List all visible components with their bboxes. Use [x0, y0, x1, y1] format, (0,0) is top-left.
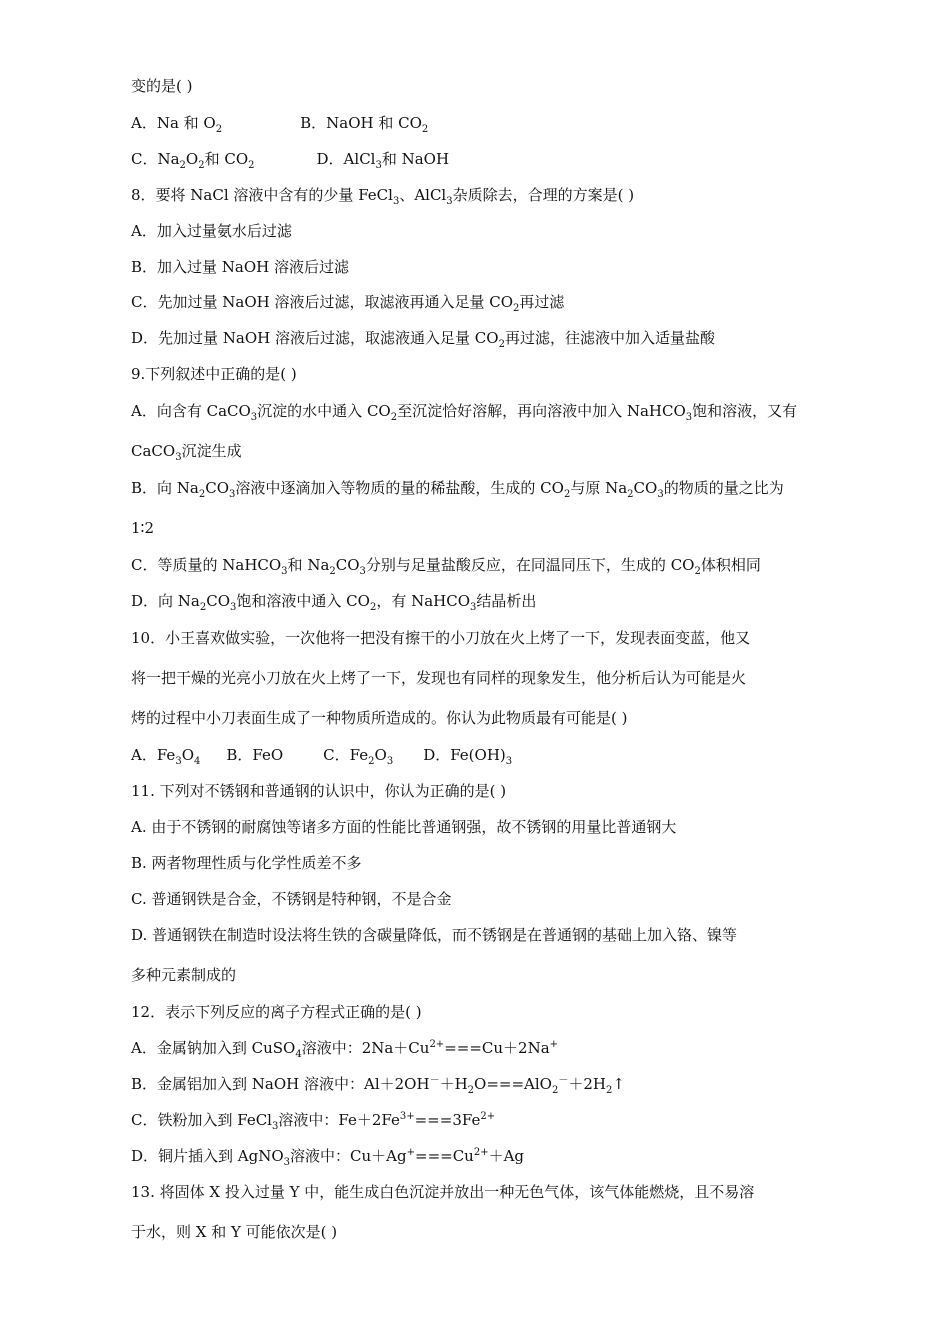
text-line: 烤的过程中小刀表面生成了一种物质所造成的。你认为此物质最有可能是( ) — [131, 709, 628, 727]
text-segment: D．向 Na — [131, 592, 200, 610]
subscript: 3 — [175, 452, 182, 463]
text-segment: 饱和溶液，又有 — [692, 402, 798, 420]
text-segment: 体积相同 — [700, 556, 761, 574]
text-line: B. 两者物理性质与化学性质差不多 — [131, 854, 362, 872]
text-segment: C．Na — [131, 150, 180, 168]
text-line — [131, 1038, 558, 1058]
text-segment: ，有 NaHCO — [376, 592, 471, 610]
text-line — [131, 745, 512, 765]
text-line: 13. 将固体 X 投入过量 Y 中，能生成白色沉淀并放出一种无色气体，该气体能燃烧，且不易溶 — [131, 1183, 755, 1201]
subscript: 2 — [513, 303, 520, 314]
text-segment: C．先加过量 NaOH 溶液后过滤，取滤液再通入足量 CO — [131, 293, 514, 311]
text-segment: D．AlCl — [316, 150, 376, 168]
superscript: 2+ — [473, 1147, 489, 1158]
text-line — [131, 149, 449, 169]
text-line: 多种元素制成的 — [131, 966, 237, 984]
subscript: 3 — [281, 566, 288, 577]
text-segment: ===Cu＋2Na — [444, 1039, 550, 1057]
text-segment: O===AlO — [474, 1075, 552, 1093]
text-line — [131, 401, 797, 421]
text-segment: 沉淀生成 — [181, 442, 242, 460]
subscript: 3 — [470, 602, 477, 613]
superscript: + — [549, 1039, 559, 1050]
text-line: 于水，则 X 和 Y 可能依次是( ) — [131, 1223, 338, 1241]
text-line — [131, 113, 428, 133]
text-segment: D．铜片插入到 AgNO — [131, 1147, 284, 1165]
subscript: 3 — [386, 756, 394, 767]
text-segment: 沉淀的水中通入 CO — [257, 402, 391, 420]
text-segment: B．金属铝加入到 NaOH 溶液中：Al＋2OH — [131, 1075, 430, 1093]
text-segment: CaCO — [131, 442, 176, 460]
text-segment: C．铁粉加入到 FeCl — [131, 1111, 272, 1129]
text-segment: B．NaOH 和 CO — [300, 114, 422, 132]
superscript: － — [429, 1075, 440, 1086]
text-line: 9.下列叙述中正确的是( ) — [131, 365, 297, 383]
text-segment: O — [181, 746, 194, 764]
subscript: 2 — [498, 339, 505, 350]
text-segment: CO — [205, 479, 230, 497]
text-line — [131, 292, 564, 312]
subscript: 3 — [392, 196, 400, 207]
text-line: A．加入过量氨水后过滤 — [131, 222, 292, 240]
text-segment: 溶液中：Fe＋2Fe — [278, 1111, 400, 1129]
text-line — [131, 185, 634, 205]
text-line: 10．小王喜欢做实验，一次他将一把没有擦干的小刀放在火上烤了一下，发现表面变蓝，他又 — [131, 629, 751, 647]
text-line: 将一把干燥的光亮小刀放在火上烤了一下，发现也有同样的现象发生，他分析后认为可能是火 — [131, 669, 747, 687]
subscript: 2 — [627, 489, 634, 500]
text-line: A. 由于不锈钢的耐腐蚀等诸多方面的性能比普通钢强，故不锈钢的用量比普通钢大 — [131, 818, 677, 836]
text-segment: 杂质除去，合理的方案是( ) — [452, 186, 635, 204]
subscript: 3 — [375, 160, 382, 171]
text-segment: 溶液中：Cu＋Ag — [290, 1147, 407, 1165]
subscript: 2 — [551, 1085, 559, 1096]
text-segment: O — [185, 150, 199, 168]
superscript: － — [558, 1075, 569, 1086]
text-segment: 饱和溶液中通入 CO — [236, 592, 370, 610]
text-segment: 8．要将 NaCl 溶液中含有的少量 FeCl — [131, 186, 393, 204]
text-segment: 和 Na — [287, 556, 330, 574]
text-line — [131, 555, 761, 575]
text-segment: ＋Ag — [488, 1147, 525, 1165]
subscript: 2 — [248, 160, 255, 171]
text-segment: CO — [206, 592, 231, 610]
text-segment: 溶液中：2Na＋Cu — [301, 1039, 430, 1057]
text-line — [131, 591, 536, 611]
subscript: 2 — [467, 1085, 475, 1096]
subscript: 2 — [369, 602, 377, 613]
text-segment: CO — [335, 556, 360, 574]
superscript: 3+ — [399, 1111, 415, 1122]
superscript: 2+ — [480, 1111, 496, 1122]
subscript: 4 — [194, 756, 201, 767]
text-line: D. 普通钢铁在制造时设法将生铁的含碳量降低，而不锈钢是在普通钢的基础上加入铬、镍等 — [131, 926, 738, 944]
text-segment: ＋2H — [568, 1075, 606, 1093]
text-line: 12．表示下列反应的离子方程式正确的是( ) — [131, 1003, 422, 1021]
subscript: 3 — [283, 1157, 291, 1168]
text-segment: ===3Fe — [414, 1111, 481, 1129]
text-line: 11. 下列对不锈钢和普通钢的认识中，你认为正确的是( ) — [131, 782, 507, 800]
text-segment: 与原 Na — [570, 479, 628, 497]
subscript: 3 — [359, 566, 366, 577]
subscript: 3 — [272, 1121, 279, 1132]
subscript: 4 — [295, 1049, 302, 1060]
subscript: 2 — [421, 124, 429, 135]
subscript: 3 — [175, 756, 182, 767]
superscript: 2+ — [429, 1039, 445, 1050]
text-segment: ===Cu — [415, 1147, 474, 1165]
text-line — [131, 441, 242, 461]
subscript: 3 — [250, 412, 258, 423]
text-line — [131, 478, 784, 498]
subscript: 2 — [199, 602, 207, 613]
text-segment: 和 CO — [204, 150, 249, 168]
text-line — [131, 1110, 495, 1130]
text-line: C. 普通钢铁是合金，不锈钢是特种钢，不是合金 — [131, 890, 452, 908]
subscript: 3 — [446, 196, 453, 207]
text-segment: ↑ — [612, 1075, 625, 1093]
text-segment: O — [374, 746, 387, 764]
subscript: 2 — [563, 489, 571, 500]
subscript: 2 — [179, 160, 186, 171]
text-line: 变的是( ) — [131, 77, 193, 95]
text-segment: D．Fe(OH) — [423, 746, 506, 764]
text-segment: 和 NaOH — [381, 150, 450, 168]
subscript: 3 — [230, 602, 237, 613]
subscript: 2 — [329, 566, 336, 577]
text-segment: 溶液中逐滴加入等物质的量的稀盐酸，生成的 CO — [235, 479, 564, 497]
text-segment: 的物质的量之比为 — [663, 479, 784, 497]
text-segment: A．Fe — [131, 746, 176, 764]
text-segment: D．先加过量 NaOH 溶液后过滤，取滤液通入足量 CO — [131, 329, 499, 347]
superscript: + — [406, 1147, 415, 1158]
text-line — [131, 1074, 625, 1094]
text-segment: C．Fe — [323, 746, 369, 764]
subscript: 2 — [694, 566, 701, 577]
subscript: 3 — [685, 412, 693, 423]
text-segment: 结晶析出 — [476, 592, 537, 610]
text-line — [131, 1146, 524, 1166]
text-segment: B．向 Na — [131, 479, 199, 497]
subscript: 3 — [657, 489, 664, 500]
subscript: 2 — [198, 160, 205, 171]
text-line: B．加入过量 NaOH 溶液后过滤 — [131, 258, 350, 276]
subscript: 2 — [198, 489, 206, 500]
text-segment: A．金属钠加入到 CuSO — [131, 1039, 296, 1057]
text-segment: 分别与足量盐酸反应，在同温同压下，生成的 CO — [365, 556, 695, 574]
text-segment: ＋H — [439, 1075, 468, 1093]
text-segment: A．Na 和 O — [131, 114, 216, 132]
subscript: 2 — [390, 412, 398, 423]
subscript: 3 — [229, 489, 236, 500]
text-line — [131, 328, 715, 348]
text-segment: 再过滤，往滤液中加入适量盐酸 — [504, 329, 715, 347]
subscript: 3 — [505, 756, 513, 767]
text-segment: 再过滤 — [519, 293, 565, 311]
text-segment: CO — [633, 479, 658, 497]
text-segment: 、AlCl — [399, 186, 447, 204]
text-segment: A．向含有 CaCO — [131, 402, 251, 420]
text-segment: 至沉淀恰好溶解，再向溶液中加入 NaHCO — [397, 402, 686, 420]
text-line: 1∶2 — [131, 519, 154, 537]
subscript: 2 — [368, 756, 375, 767]
subscript: 2 — [215, 124, 223, 135]
subscript: 2 — [605, 1085, 613, 1096]
text-segment: B．FeO — [226, 746, 284, 764]
text-segment: C．等质量的 NaHCO — [131, 556, 282, 574]
